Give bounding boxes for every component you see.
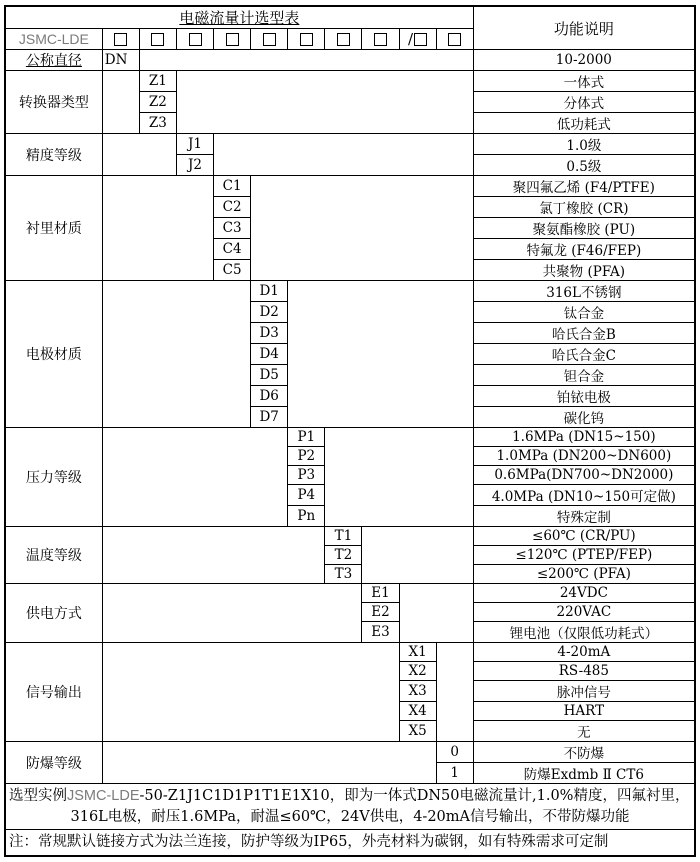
code-separator-slash: / <box>408 30 414 48</box>
footnote-text: 注：常规默认链接方式为法兰连接，防护等级为IP65，外壳材料为碳钢，如有特殊需求可定制 <box>9 833 609 850</box>
option-code-cell: 0 <box>436 742 473 763</box>
option-code-cell: X3 <box>399 681 436 702</box>
option-code-cell: J2 <box>176 155 213 176</box>
option-description-cell: 1.0级 <box>473 134 695 155</box>
option-code-cell: P4 <box>288 485 325 506</box>
example-line-1 <box>6 786 694 807</box>
model-code-slot-4 <box>214 29 251 50</box>
option-code-cell: J1 <box>176 134 213 155</box>
empty-spacer-cell <box>102 584 362 643</box>
section-label: 衬里材质 <box>5 176 102 281</box>
option-description-cell: 防爆Exdmb Ⅱ CT6 <box>473 763 695 784</box>
empty-spacer-cell <box>139 50 473 71</box>
option-description-cell: 铂铱电极 <box>473 386 695 407</box>
model-code-slot-8 <box>362 29 399 50</box>
code-checkbox[interactable] <box>414 33 427 46</box>
section-label: 精度等级 <box>5 134 102 176</box>
option-code-cell: Z1 <box>139 71 176 92</box>
option-description-cell: 特殊定制 <box>473 506 695 527</box>
option-code-cell: E2 <box>362 603 399 622</box>
option-code-cell: D7 <box>251 407 288 428</box>
option-description-cell: 钽合金 <box>473 365 695 386</box>
option-code-cell: Z2 <box>139 92 176 113</box>
section-label: 转换器类型 <box>5 71 102 134</box>
table-row <box>5 643 695 662</box>
table-row <box>5 527 695 546</box>
empty-spacer-cell <box>251 176 474 281</box>
footnote-row <box>5 830 695 856</box>
table-row <box>5 71 695 92</box>
example-prefix: 选型实例 <box>9 787 67 804</box>
example-description: ，即为一体式DN50电磁流量计,1.0%精度，四氟衬里， <box>329 787 690 804</box>
option-code-cell: T2 <box>325 546 362 565</box>
table-row <box>5 742 695 763</box>
model-code-slot-10 <box>436 29 473 50</box>
option-code-cell: C2 <box>214 197 251 218</box>
table-row <box>5 281 695 302</box>
code-checkbox[interactable] <box>300 33 313 46</box>
section-label: 压力等级 <box>5 428 102 527</box>
empty-spacer-cell <box>176 71 473 134</box>
option-code-cell: X1 <box>399 643 436 662</box>
option-description-cell: 不防爆 <box>473 742 695 763</box>
option-code-cell: Z3 <box>139 113 176 134</box>
option-description-cell: 哈氏合金B <box>473 323 695 344</box>
option-description-cell: 钛合金 <box>473 302 695 323</box>
code-checkbox[interactable] <box>151 33 164 46</box>
empty-spacer-cell <box>102 134 176 176</box>
empty-spacer-cell <box>102 742 436 784</box>
option-description-cell: 0.5级 <box>473 155 695 176</box>
option-description-cell: 聚四氟乙烯 (F4/PTFE) <box>473 176 695 197</box>
option-description-cell: 1.6MPa (DN15~150) <box>473 428 695 447</box>
option-code-cell: X5 <box>399 721 436 742</box>
table-title: 电磁流量计选型表 <box>179 9 300 27</box>
option-code-cell: P3 <box>288 466 325 485</box>
option-description-cell: 无 <box>473 721 695 742</box>
code-checkbox[interactable] <box>226 33 239 46</box>
model-code-slot-9 <box>399 29 436 50</box>
empty-spacer-cell <box>325 428 473 527</box>
code-checkbox[interactable] <box>189 33 202 46</box>
option-description-cell: 24VDC <box>473 584 695 603</box>
option-description-cell: 4.0MPa (DN10~150可定做) <box>473 485 695 506</box>
empty-spacer-cell <box>362 527 473 584</box>
empty-spacer-cell <box>102 643 399 742</box>
option-code-cell: D6 <box>251 386 288 407</box>
model-code-label: JSMC-LDE <box>5 29 102 50</box>
empty-spacer-cell <box>102 281 250 428</box>
code-checkbox[interactable] <box>374 33 387 46</box>
footnote-cell <box>5 830 695 856</box>
example-code-suffix: -50-Z1J1C1D1P1T1E1X10 <box>139 787 330 804</box>
option-code-cell: X4 <box>399 702 436 721</box>
model-code-slot-5 <box>251 29 288 50</box>
option-description-cell: 分体式 <box>473 92 695 113</box>
option-description-cell: ≤60℃ (CR/PU) <box>473 527 695 546</box>
flowmeter-selection-table <box>4 5 696 857</box>
table-row <box>5 134 695 155</box>
option-description-cell: 特氟龙 (F46/FEP) <box>473 239 695 260</box>
option-code-cell: T3 <box>325 565 362 584</box>
code-checkbox[interactable] <box>114 33 127 46</box>
option-code-cell: D1 <box>251 281 288 302</box>
empty-spacer-cell <box>102 71 139 134</box>
option-description-cell: 哈氏合金C <box>473 344 695 365</box>
model-code-slot-2 <box>139 29 176 50</box>
option-description-cell: 氯丁橡胶 (CR) <box>473 197 695 218</box>
model-code-slot-3 <box>176 29 213 50</box>
empty-spacer-cell <box>102 527 325 584</box>
code-checkbox[interactable] <box>448 33 461 46</box>
option-description-cell: ≤120℃ (PTEP/FEP) <box>473 546 695 565</box>
option-code-cell: D2 <box>251 302 288 323</box>
option-description-cell: 低功耗式 <box>473 113 695 134</box>
option-description-cell: ≤200℃ (PFA) <box>473 565 695 584</box>
section-label: 信号输出 <box>5 643 102 742</box>
model-code-slot-7 <box>325 29 362 50</box>
option-code-cell: C1 <box>214 176 251 197</box>
option-description-cell: 1.0MPa (DN200~DN600) <box>473 447 695 466</box>
code-checkbox[interactable] <box>263 33 276 46</box>
table-row <box>5 50 695 71</box>
model-code-slot-1 <box>102 29 139 50</box>
option-code-cell: DN <box>102 50 139 71</box>
option-code-cell: P2 <box>288 447 325 466</box>
option-description-cell: 聚氨酯橡胶 (PU) <box>473 218 695 239</box>
empty-spacer-cell <box>399 584 473 643</box>
option-code-cell: D3 <box>251 323 288 344</box>
function-description-header: 功能说明 <box>473 6 695 50</box>
example-line-2: 316L电极，耐压1.6MPa，耐温≤60℃，24V供电，4-20mA信号输出，不带防爆功能 <box>70 808 630 825</box>
option-description-cell: 220VAC <box>473 603 695 622</box>
option-description-cell: 10-2000 <box>473 50 695 71</box>
option-code-cell: 1 <box>436 763 473 784</box>
option-code-cell: D5 <box>251 365 288 386</box>
section-label: 供电方式 <box>5 584 102 643</box>
option-code-cell: D4 <box>251 344 288 365</box>
empty-spacer-cell <box>288 281 473 428</box>
model-code-slot-6 <box>288 29 325 50</box>
option-description-cell: 0.6MPa(DN700~DN2000) <box>473 466 695 485</box>
code-checkbox[interactable] <box>337 33 350 46</box>
section-label: 防爆等级 <box>5 742 102 784</box>
option-description-cell: 4-20mA <box>473 643 695 662</box>
selection-example-row <box>5 784 695 830</box>
empty-spacer-cell <box>214 134 474 176</box>
table-header-row <box>5 6 695 29</box>
table-row <box>5 428 695 447</box>
option-description-cell: 锂电池（仅限低功耗式） <box>473 622 695 643</box>
table-row <box>5 584 695 603</box>
option-code-cell: C5 <box>214 260 251 281</box>
option-code-cell: X2 <box>399 662 436 681</box>
section-label: 温度等级 <box>5 527 102 584</box>
option-code-cell: E3 <box>362 622 399 643</box>
option-code-cell: P1 <box>288 428 325 447</box>
section-label: 公称直径 <box>5 50 102 71</box>
table-row <box>5 176 695 197</box>
option-description-cell: 碳化钨 <box>473 407 695 428</box>
empty-spacer-cell <box>102 176 213 281</box>
empty-spacer-cell <box>102 428 287 527</box>
option-description-cell: 共聚物 (PFA) <box>473 260 695 281</box>
option-description-cell: RS-485 <box>473 662 695 681</box>
selection-example-cell <box>5 784 695 830</box>
table-title-cell <box>5 6 473 29</box>
option-description-cell: HART <box>473 702 695 721</box>
option-description-cell: 316L不锈钢 <box>473 281 695 302</box>
option-code-cell: E1 <box>362 584 399 603</box>
option-code-cell: T1 <box>325 527 362 546</box>
option-description-cell: 脉冲信号 <box>473 681 695 702</box>
option-description-cell: 一体式 <box>473 71 695 92</box>
empty-spacer-cell <box>436 643 473 742</box>
option-code-cell: Pn <box>288 506 325 527</box>
example-model-code: JSMC-LDE <box>67 787 140 804</box>
option-code-cell: C4 <box>214 239 251 260</box>
option-code-cell: C3 <box>214 218 251 239</box>
section-label: 电极材质 <box>5 281 102 428</box>
